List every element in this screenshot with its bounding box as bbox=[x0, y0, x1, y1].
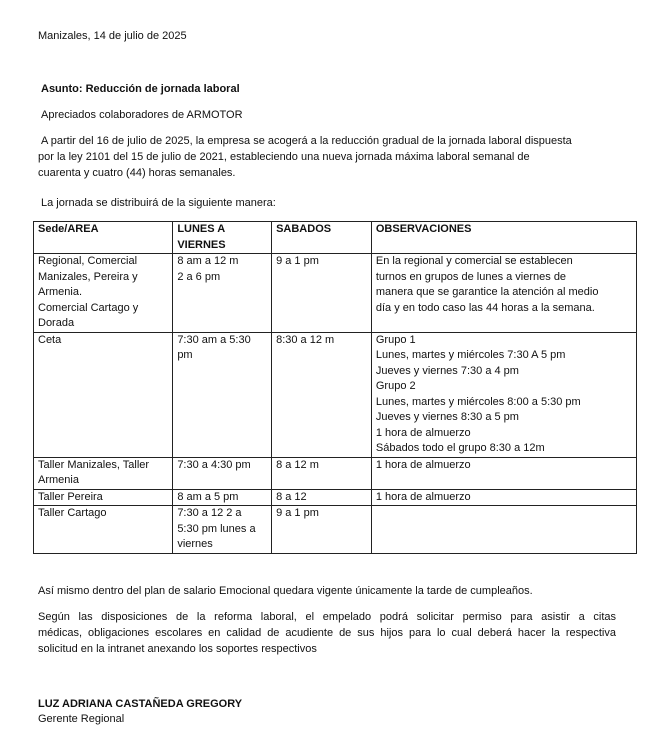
reform-line: Según las disposiciones de la reforma laboral, el empelado podrá solicitar permiso para asistir a citas bbox=[38, 611, 616, 623]
cell-line: Taller Pereira bbox=[38, 490, 103, 503]
greeting: Apreciados colaboradores de ARMOTOR bbox=[41, 109, 243, 121]
cell-line: Grupo 1 bbox=[375, 333, 416, 346]
cell-weekdays bbox=[173, 332, 272, 457]
intro-line: A partir del 16 de julio de 2025, la empresa se acogerá a la reducción gradual de la jornada laboral dispuesta bbox=[41, 135, 572, 147]
cell-line: 1 hora de almuerzo bbox=[375, 490, 471, 503]
cell-line: 1 hora de almuerzo bbox=[375, 426, 471, 439]
reform-line: médicas, obligaciones escolares en calidad de acudiente de sus hijos para lo cual deberá hacer la respectiva bbox=[38, 627, 616, 639]
cell-saturday bbox=[272, 506, 372, 554]
intro-line: por la ley 2101 del 15 de julio de 2021, estableciendo una nueva jornada máxima laboral semanal de bbox=[38, 151, 530, 163]
cell-line: Jueves y viernes 7:30 a 4 pm bbox=[375, 364, 519, 377]
cell-line: Grupo 2 bbox=[375, 380, 416, 392]
header-saturday: SABADOS bbox=[272, 222, 372, 254]
cell-sede bbox=[34, 457, 173, 489]
cell-line: 8 a 12 bbox=[276, 490, 307, 503]
cell-saturday bbox=[272, 332, 372, 457]
cell-line: 8:30 a 12 m bbox=[276, 333, 335, 346]
cell-line: 7:30 a 4:30 pm bbox=[177, 458, 251, 471]
subject-line: Asunto: Reducción de jornada laboral bbox=[41, 83, 240, 95]
cell-notes bbox=[371, 332, 636, 457]
cell-notes bbox=[371, 457, 636, 489]
cell-line: Regional, Comercial bbox=[38, 255, 138, 267]
cell-line: manera que se garantice la atención al medio bbox=[375, 286, 599, 298]
table-row bbox=[34, 457, 637, 489]
cell-line: pm bbox=[177, 349, 193, 361]
reform-paragraph bbox=[38, 609, 616, 657]
cell-line: 2 a 6 pm bbox=[177, 270, 221, 283]
cell-line: 8 am a 5 pm bbox=[177, 490, 239, 503]
signatory-title: Gerente Regional bbox=[38, 713, 125, 725]
cell-weekdays bbox=[173, 254, 272, 333]
intro-paragraph bbox=[38, 133, 628, 181]
cell-line: Dorada bbox=[38, 317, 75, 329]
emotional-salary-note: Así mismo dentro del plan de salario Emocional quedara vigente únicamente la tarde de cumpleaños. bbox=[38, 585, 533, 597]
cell-line: 9 a 1 pm bbox=[276, 255, 319, 267]
cell-weekdays bbox=[173, 506, 272, 554]
cell-notes bbox=[371, 506, 636, 554]
cell-line: 7:30 a 12 2 a bbox=[177, 507, 242, 519]
table-row bbox=[34, 506, 637, 554]
cell-line: Lunes, martes y miércoles 7:30 A 5 pm bbox=[375, 349, 566, 361]
header-notes: OBSERVACIONES bbox=[371, 222, 636, 254]
cell-notes bbox=[371, 489, 636, 506]
cell-line: Lunes, martes y miércoles 8:00 a 5:30 pm bbox=[375, 395, 581, 408]
cell-line: Jueves y viernes 8:30 a 5 pm bbox=[375, 411, 519, 423]
cell-line: Sábados todo el grupo 8:30 a 12m bbox=[375, 442, 545, 454]
cell-line: 5:30 pm lunes a bbox=[177, 522, 256, 535]
cell-saturday bbox=[272, 457, 372, 489]
cell-line: Ceta bbox=[38, 333, 62, 346]
header-weekdays: LUNES A VIERNES bbox=[173, 222, 272, 254]
cell-line: 1 hora de almuerzo bbox=[375, 458, 471, 471]
cell-line: En la regional y comercial se establecen bbox=[375, 255, 573, 267]
distribution-intro: La jornada se distribuirá de la siguiente manera: bbox=[41, 197, 276, 209]
cell-saturday bbox=[272, 254, 372, 333]
cell-line: Taller Manizales, Taller bbox=[38, 458, 150, 471]
cell-line: viernes bbox=[177, 538, 213, 550]
cell-sede bbox=[34, 332, 173, 457]
cell-line: 9 a 1 pm bbox=[276, 507, 319, 519]
cell-line: Armenia bbox=[38, 474, 79, 486]
table-header-row bbox=[34, 222, 637, 254]
cell-sede bbox=[34, 254, 173, 333]
cell-sede bbox=[34, 489, 173, 506]
schedule-table bbox=[33, 221, 637, 554]
table-row bbox=[34, 489, 637, 506]
intro-line: cuarenta y cuatro (44) horas semanales. bbox=[38, 167, 236, 179]
cell-line: Comercial Cartago y bbox=[38, 301, 139, 314]
table-body bbox=[34, 254, 637, 554]
cell-line: Armenia. bbox=[38, 286, 83, 298]
cell-sede bbox=[34, 506, 173, 554]
cell-line: 7:30 am a 5:30 bbox=[177, 333, 251, 346]
cell-line: Taller Cartago bbox=[38, 507, 107, 519]
header-sede: Sede/AREA bbox=[34, 222, 173, 254]
cell-weekdays bbox=[173, 489, 272, 506]
place-date: Manizales, 14 de julio de 2025 bbox=[38, 30, 187, 42]
cell-line: día y en todo caso las 44 horas a la semana. bbox=[375, 301, 595, 314]
table-row bbox=[34, 254, 637, 333]
cell-line: 8 a 12 m bbox=[276, 458, 319, 471]
reform-line: solicitud en la intranet anexando los soportes respectivos bbox=[38, 643, 317, 655]
signatory-name: LUZ ADRIANA CASTAÑEDA GREGORY bbox=[38, 698, 243, 710]
cell-line: Manizales, Pereira y bbox=[38, 270, 138, 283]
cell-weekdays bbox=[173, 457, 272, 489]
table-row bbox=[34, 332, 637, 457]
cell-line: 8 am a 12 m bbox=[177, 255, 239, 267]
cell-notes bbox=[371, 254, 636, 333]
cell-line: turnos en grupos de lunes a viernes de bbox=[375, 270, 567, 283]
cell-saturday bbox=[272, 489, 372, 506]
